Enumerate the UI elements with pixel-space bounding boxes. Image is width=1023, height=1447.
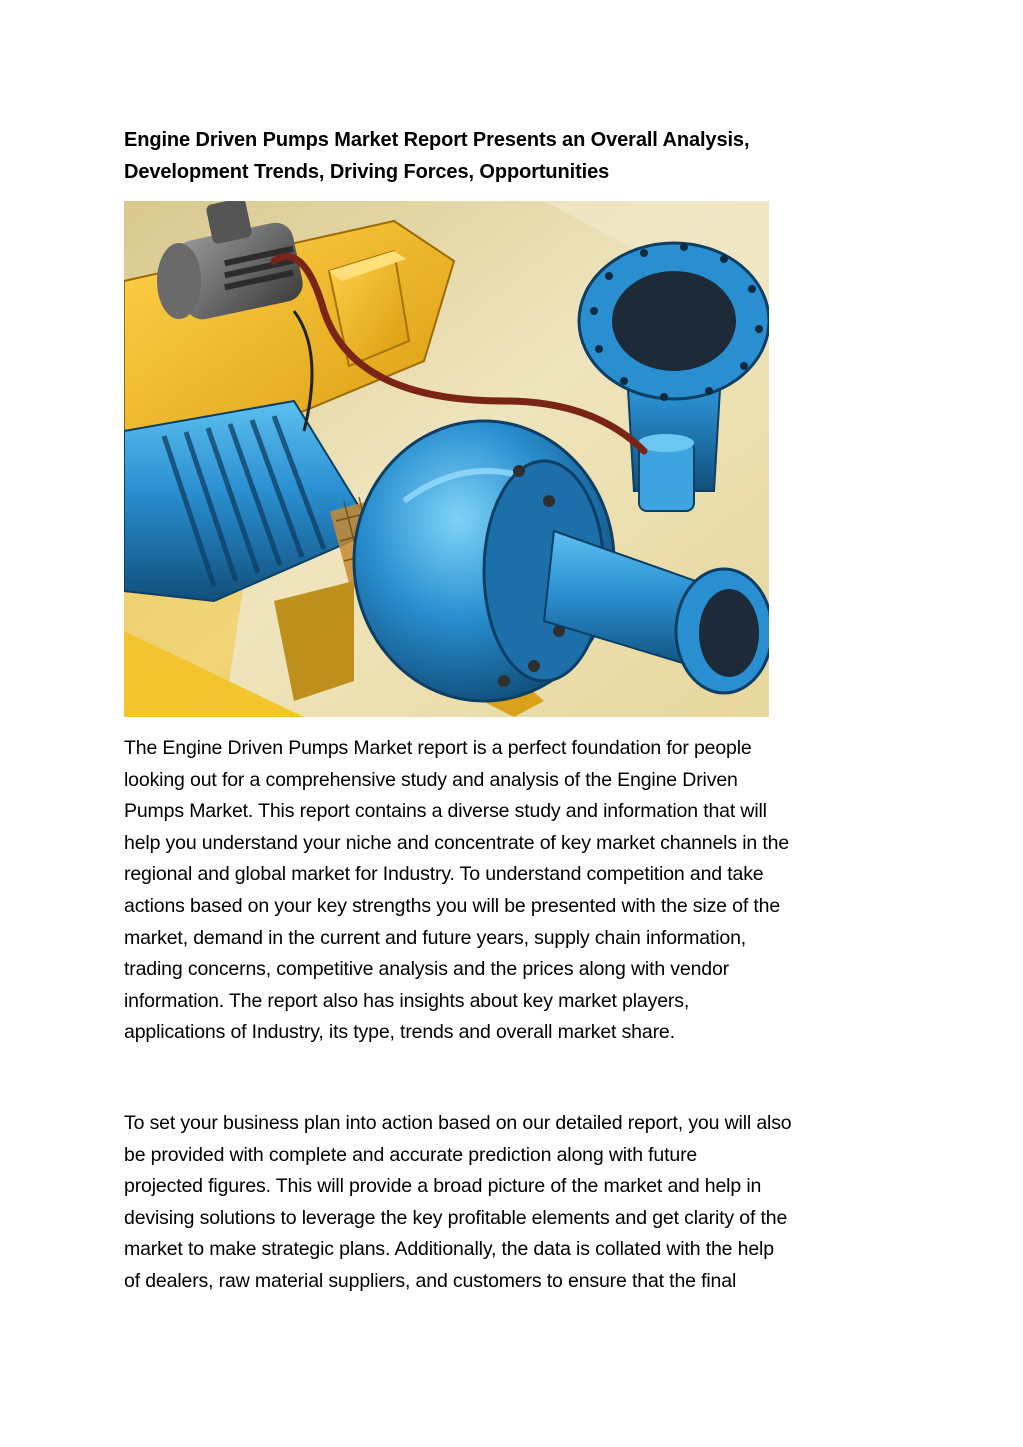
paragraph-line: market, demand in the current and future years, supply chain information, [124, 926, 747, 949]
document-title [124, 124, 924, 188]
paragraph-line: information. The report also has insights about key market players, [124, 989, 690, 1012]
body-paragraph [124, 1108, 924, 1298]
paragraph-line: trading concerns, competitive analysis and the prices along with vendor [124, 958, 730, 981]
paragraph-line: help you understand your niche and concentrate of key market channels in the [124, 831, 790, 854]
paragraph-line: devising solutions to leverage the key profitable elements and get clarity of the [124, 1206, 788, 1229]
paragraph-line: regional and global market for Industry. To understand competition and take [124, 863, 764, 886]
paragraph-line: be provided with complete and accurate prediction along with future [124, 1143, 698, 1166]
body-paragraph [124, 733, 924, 1049]
paragraph-line: To set your business plan into action based on our detailed report, you will also [124, 1112, 792, 1134]
paragraph-line: actions based on your key strengths you will be presented with the size of the [124, 894, 781, 917]
engine-driven-pump-illustration [124, 201, 769, 717]
paragraph-line: looking out for a comprehensive study and analysis of the Engine Driven [124, 768, 738, 791]
paragraph-line: market to make strategic plans. Additionally, the data is collated with the help [124, 1238, 774, 1261]
paragraph-line: projected figures. This will provide a broad picture of the market and help in [124, 1175, 762, 1198]
title-line: Engine Driven Pumps Market Report Presents an Overall Analysis, [124, 129, 750, 151]
paragraph-line: of dealers, raw material suppliers, and customers to ensure that the final [124, 1269, 737, 1292]
paragraph-line: Pumps Market. This report contains a diverse study and information that will [124, 800, 767, 823]
pump-drawing [124, 201, 769, 717]
paragraph-line: applications of Industry, its type, trends and overall market share. [124, 1021, 675, 1044]
title-line: Development Trends, Driving Forces, Opportunities [124, 161, 610, 183]
paragraph-line: The Engine Driven Pumps Market report is a perfect foundation for people [124, 737, 752, 759]
